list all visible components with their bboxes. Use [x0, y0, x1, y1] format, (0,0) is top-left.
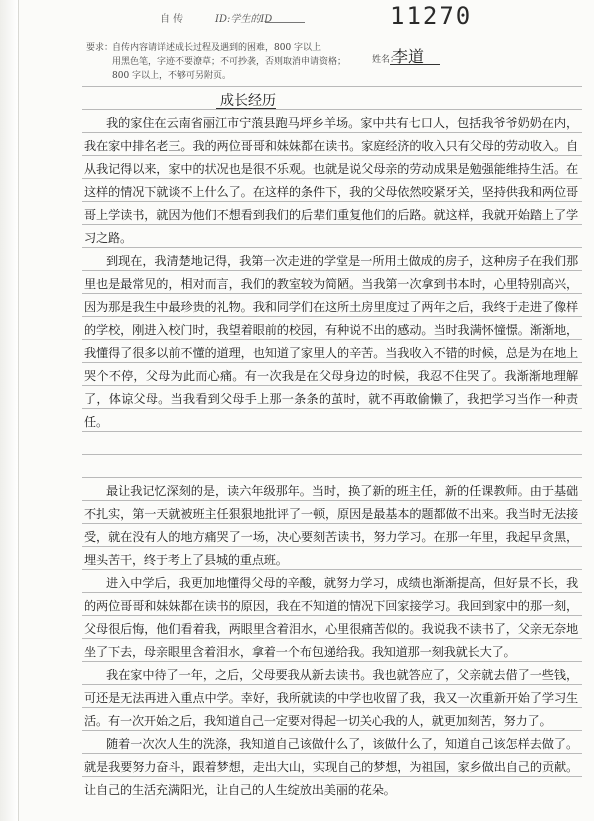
- essay-paragraph-3: 最让我记忆深刻的是，读六年级那年。当时，换了新的班主任，新的任课教师。由于基础不扎实，第一天就被班主任狠狠地批评了一顿，原因是最基本的题都做不出来。我当时无法接受，就在没有人的地方痛哭了一场，决心要刻苦读书，努力学习。在那一年里，我起早贪黑，埋头苦干，终于考上了县城的重点班。: [84, 484, 578, 567]
- essay-paragraph-5: 我在家中待了一年，之后，父母要我从新去读书。我也就答应了，父亲就去借了一些钱，可还是无法再进入重点中学。幸好，我所就读的中学也收留了我，我又一次重新开始了学习生活。有一次开始之后，我知道自己一定要对得起一切关心我的人，就更加刻苦，努力了。: [84, 668, 578, 728]
- requirement-line-1: 自传内容请详述成长过程及遇到的困难，800 字以上: [112, 43, 322, 53]
- essay-paragraph-1: 我的家住在云南省丽江市宁蒗县跑马坪乡羊场。家中共有七口人，包括我爷爷奶奶在内，我在家中排名老三。我的两位哥哥和妹妹都在读书。家庭经济的收入只有父母的劳动收入。自从我记得以来，家中的状况也是很不乐观。也就是说父母亲的劳动成果是勉强能维持生活。在这样的情况下就谈不上什么了。在这样的条件下，我的父母依然咬紧牙关，坚持供我和两位哥哥上学读书，就因为他们不想看到我们的后辈们重复他们的后路。就这样，我就开始踏上了学习之路。: [84, 116, 578, 245]
- ruled-line: [82, 477, 582, 478]
- requirements-label: 要求：: [86, 43, 114, 53]
- scan-edge: [0, 0, 18, 821]
- essay-paragraph-4: 进入中学后，我更加地懂得父母的辛酸，就努力学习，成绩也渐渐提高，但好景不长，我的两位哥哥和妹妹都在读书的原因，我在不知道的情况下回家接学习。我回到家中的那一刻，父母很后悔，他们看着我，两眼里含着泪水，心里很痛苦似的。我说我不读书了，父亲无奈地坐了下去，母亲眼里含着泪水，拿着一个布包递给我。我知道那一刻我就长大了。: [84, 576, 578, 659]
- id-field-label: ID:学生的ID: [215, 14, 273, 25]
- essay-paragraph-6: 随着一次次人生的洗涤，我知道自己该做什么了，该做什么了，知道自己该怎样去做了。就是我要努力奋斗，跟着梦想，走出大山，实现自己的梦想，为祖国，家乡做出自己的贡献。让自己的生活充满阳光，让自己的人生绽放出美丽的花朵。: [84, 737, 578, 797]
- ruled-line: [82, 86, 582, 87]
- requirement-line-2: 用黑色笔，字迹不要潦草；不可抄袭，否则取消申请资格；: [112, 57, 347, 67]
- name-underline: [390, 64, 440, 65]
- name-value: 李道: [392, 47, 425, 66]
- essay-title-underline: [216, 108, 276, 109]
- form-title: 自 传: [160, 14, 184, 25]
- essay-paragraph-2: 到现在，我清楚地记得，我第一次走进的学堂是一所用土做成的房子，这种房子在我们那里也是最常见的，相对而言，我们的教室较为简陋。当我第一次拿到书本时，心里特别高兴，因为那是我生中最珍贵的礼物。我和同学们在这所土房里度过了两年之后，我终于走进了像样的学校，刚进入校门时，我望着眼前的校园，有种说不出的感动。当时我满怀憧憬。渐渐地，我懂得了很多以前不懂的道理，也知道了家里人的辛苦。当我收入不错的时候，总是为在地上哭个不停，父母为此而心痛。有一次我是在父母身边的时候，我忍不住哭了。我渐渐地理解了，体谅父母。当我看到父母手上那一条条的茧时，就不再敢偷懒了，我把学习当作一种责任。: [84, 254, 578, 429]
- ruled-line: [82, 109, 582, 110]
- requirement-line-3: 800 字以上，不够可另附页。: [112, 71, 232, 81]
- name-label: 姓名：: [372, 55, 400, 65]
- serial-number: 11270: [390, 2, 473, 30]
- id-field-line: [265, 22, 305, 23]
- essay-title: 成长经历: [220, 93, 276, 109]
- ruled-line: [82, 454, 582, 455]
